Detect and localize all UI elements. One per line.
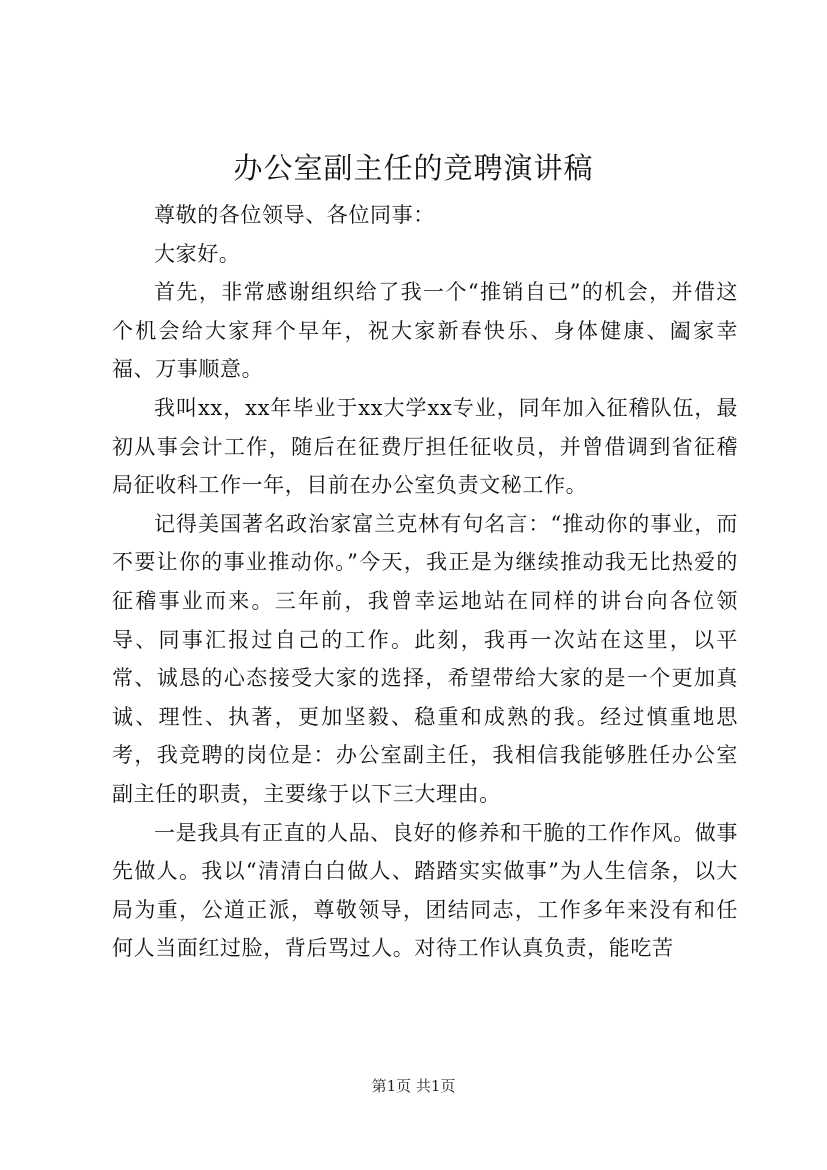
paragraph-introduction: 我叫xx，xx年毕业于xx大学xx专业，同年加入征稽队伍，最初从事会计工作，随后在征费厅担任征收员，并曾借调到省征稽局征收科工作一年，目前在办公室负责文秘工作。 <box>112 395 738 498</box>
document-title: 办公室副主任的竞聘演讲稿 <box>233 151 594 185</box>
page-footer: 第1页 共1页 <box>371 1077 456 1095</box>
paragraph-motivation: 记得美国著名政治家富兰克林有句名言：“推动你的事业，而不要让你的事业推动你。”今天，我正是为继续推动我无比热爱的征稽事业而来。三年前，我曾幸运地站在同样的讲台向各位领导、同事汇报过自己的工作。此刻，我再一次站在这里，以平常、诚恳的心态接受大家的选择，希望带给大家的是一个更加真诚、理性、执著，更加坚毅、稳重和成熟的我。经过慎重地思考，我竞聘的岗位是：办公室副主任，我相信我能够胜任办公室副主任的职责，主要缘于以下三大理由。 <box>112 511 738 806</box>
paragraph-salutation: 尊敬的各位领导、各位同事： <box>154 203 435 227</box>
paragraph-reason-one: 一是我具有正直的人品、良好的修养和干脆的工作作风。做事先做人。我以“清清白白做人、踏踏实实做事”为人生信条，以大局为重，公道正派，尊敬领导，团结同志，工作多年来没有和任何人当面红过脸，背后骂过人。对待工作认真负责，能吃苦 <box>112 820 738 961</box>
paragraph-greeting: 大家好。 <box>154 241 241 266</box>
paragraph-thanks: 首先，非常感谢组织给了我一个“推销自已”的机会，并借这个机会给大家拜个早年，祝大家新春快乐、身体健康、阖家幸福、万事顺意。 <box>112 280 738 382</box>
document-body <box>112 196 738 968</box>
